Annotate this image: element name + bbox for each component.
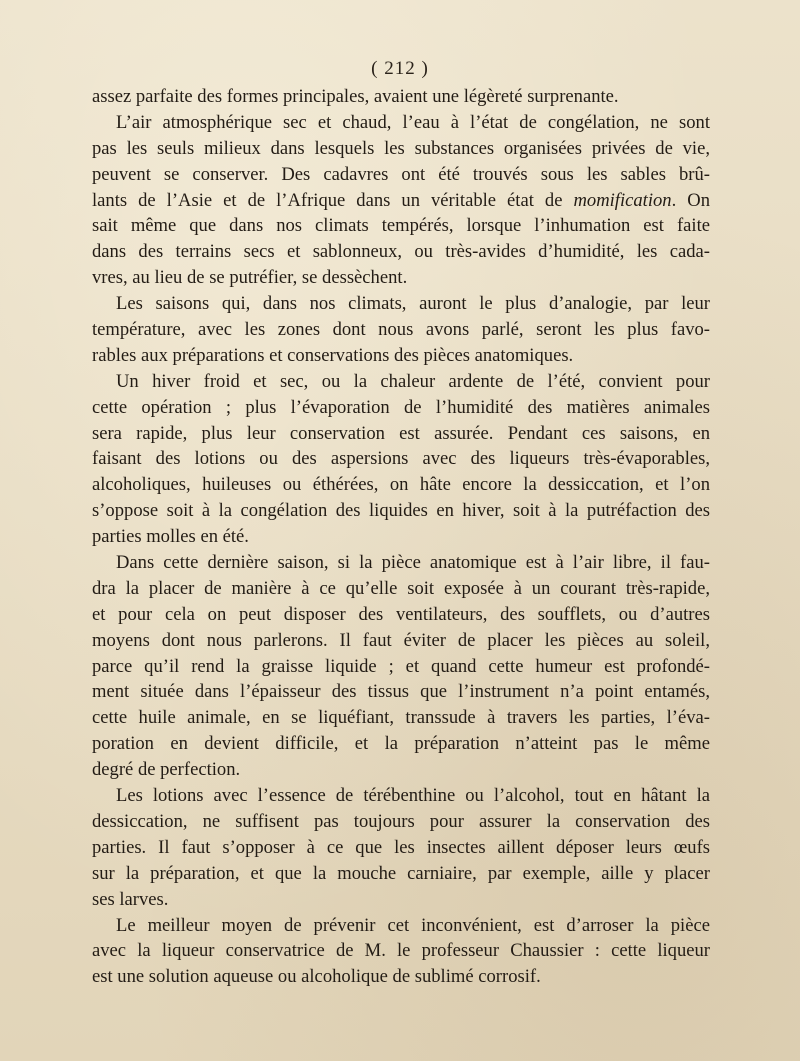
- text-line: poration en devient difficile, et la préparation n’atteint pas le même: [92, 733, 710, 755]
- text-line: Le meilleur moyen de prévenir cet inconvénient, est d’arroser la pièce: [116, 914, 710, 936]
- text-line: cette huile animale, en se liquéfiant, transsude à travers les parties, l’éva-: [92, 707, 710, 729]
- text-line: cette opération ; plus l’évaporation de l’humidité des matières animales: [92, 396, 710, 418]
- text-line: assez parfaite des formes principales, avaient une légèreté surprenante.: [92, 86, 619, 107]
- text-line: dessiccation, ne suffisent pas toujours pour assurer la conservation des: [92, 810, 710, 832]
- text-line: peuvent se conserver. Des cadavres ont été trouvés sous les sables brû-: [92, 163, 710, 185]
- text-line: température, avec les zones dont nous avons parlé, seront les plus favo-: [92, 319, 710, 341]
- text-line: s’oppose soit à la congélation des liquides en hiver, soit à la putréfaction des: [92, 500, 710, 522]
- text-line: L’air atmosphérique sec et chaud, l’eau à l’état de congélation, ne sont: [116, 111, 710, 133]
- page-number: ( 212 ): [371, 58, 429, 79]
- text-line: Les saisons qui, dans nos climats, auront le plus d’analogie, par leur: [116, 293, 710, 315]
- text-line: sur la préparation, et que la mouche carniaire, par exemple, aille y placer: [92, 862, 710, 884]
- text-line: parties. Il faut s’opposer à ce que les insectes aillent déposer leurs œufs: [92, 836, 710, 858]
- text-line: Dans cette dernière saison, si la pièce anatomique est à l’air libre, il fau-: [116, 552, 710, 574]
- text-line: parties molles en été.: [92, 526, 249, 548]
- text-line: lants de l’Asie et de l’Afrique dans un véritable état de momification. On: [92, 189, 710, 211]
- body-text: [92, 84, 710, 990]
- text-line: vres, au lieu de se putréfier, se dessèchent.: [92, 267, 408, 289]
- text-line: faisant des lotions ou des aspersions avec des liqueurs très-évaporables,: [92, 448, 710, 470]
- text-line: et pour cela on peut disposer des ventilateurs, des soufflets, ou d’autres: [92, 603, 710, 625]
- text-line: dra la placer de manière à ce qu’elle soit exposée à un courant très-rapide,: [92, 577, 710, 599]
- text-line: rables aux préparations et conservations des pièces anatomiques.: [92, 344, 574, 366]
- italic-term: momification: [573, 189, 672, 211]
- text-line: avec la liqueur conservatrice de M. le professeur Chaussier : cette liqueur: [92, 940, 710, 962]
- text-line: ment située dans l’épaisseur des tissus que l’instrument n’a point entamés,: [92, 681, 710, 703]
- text-line: Un hiver froid et sec, ou la chaleur ardente de l’été, convient pour: [116, 370, 710, 392]
- text-line: Les lotions avec l’essence de térébenthine ou l’alcohol, tout en hâtant la: [116, 785, 710, 807]
- text-line: alcoholiques, huileuses ou éthérées, on hâte encore la dessiccation, et l’on: [92, 474, 710, 496]
- text-line: est une solution aqueuse ou alcoholique de sublimé corrosif.: [92, 966, 541, 988]
- text-line: sait même que dans nos climats tempérés, lorsque l’inhumation est faite: [92, 215, 710, 237]
- text-line: ses larves.: [92, 888, 169, 910]
- text-line: degré de perfection.: [92, 759, 241, 781]
- text-line: dans des terrains secs et sablonneux, ou très-avides d’humidité, les cada-: [92, 241, 710, 263]
- text-line: sera rapide, plus leur conservation est assurée. Pendant ces saisons, en: [92, 422, 710, 444]
- text-line: parce qu’il rend la graisse liquide ; et quand cette humeur est profondé-: [92, 655, 710, 677]
- text-line: moyens dont nous parlerons. Il faut éviter de placer les pièces au soleil,: [92, 629, 710, 651]
- text-line: pas les seuls milieux dans lesquels les substances organisées privées de vie,: [92, 137, 710, 159]
